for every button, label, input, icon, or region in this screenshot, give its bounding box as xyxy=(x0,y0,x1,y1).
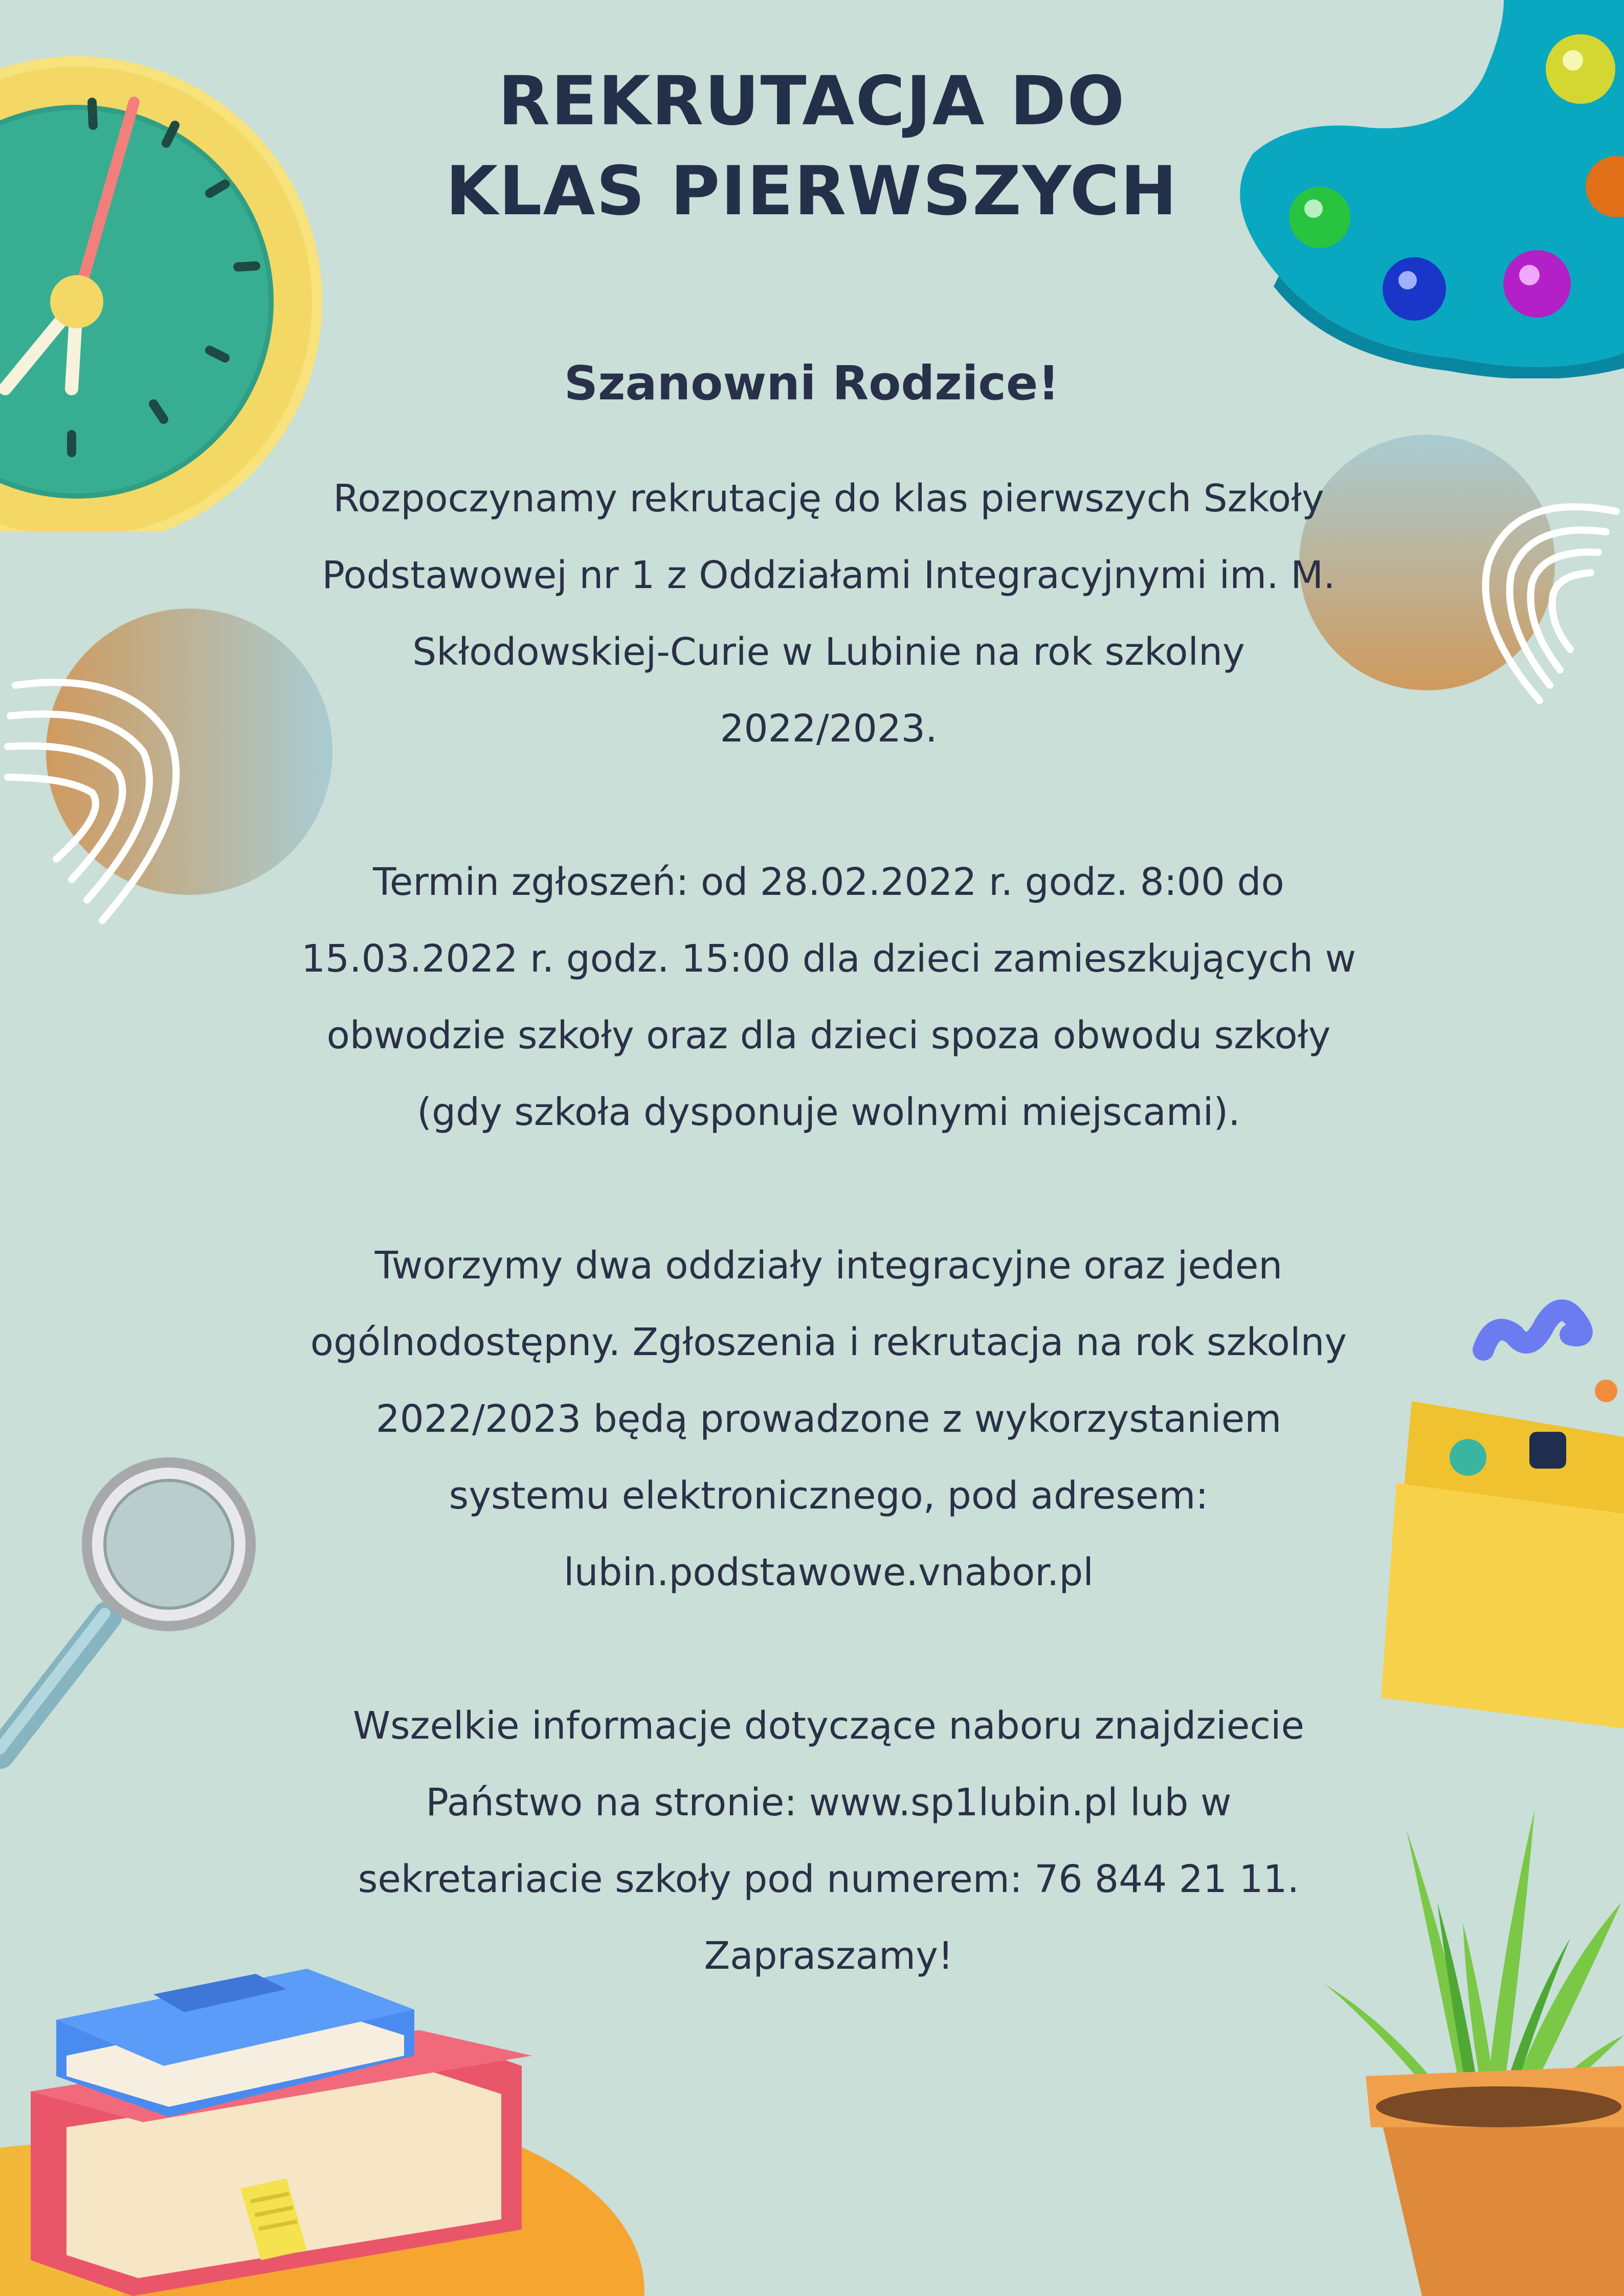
title-line-1: REKRUTACJA DO xyxy=(498,62,1126,141)
text-line: Podstawowej nr 1 z Oddziałami Integracyjnymi im. M. xyxy=(322,553,1336,597)
page-title xyxy=(300,56,1323,236)
paragraph-deadline xyxy=(256,844,1401,1151)
recruitment-url: lubin.podstawowe.vnabor.pl xyxy=(564,1550,1094,1594)
paragraph-contact xyxy=(256,1687,1401,1994)
text-line: Tworzymy dwa oddziały integracyjne oraz jeden xyxy=(374,1244,1283,1288)
paragraph-classes xyxy=(256,1227,1401,1611)
text-line: ogólnodostępny. Zgłoszenia i rekrutacja na rok szkolny xyxy=(310,1320,1347,1364)
text-line: Termin zgłoszeń: od 28.02.2022 r. godz. 8:00 do xyxy=(373,860,1284,904)
folder-icon xyxy=(1366,1289,1624,1734)
text-line: Państwo na stronie: www.sp1lubin.pl lub w xyxy=(426,1781,1232,1825)
text-line: obwodzie szkoły oraz dla dzieci spoza obwodu szkoły xyxy=(326,1014,1331,1057)
text-line: 2022/2023 będą prowadzone z wykorzystaniem xyxy=(375,1397,1282,1441)
text-line: (gdy szkoła dysponuje wolnymi miejscami). xyxy=(417,1090,1240,1134)
announcement-body xyxy=(256,460,1401,2071)
magnifier-icon xyxy=(0,1447,261,1774)
text-line: 15.03.2022 r. godz. 15:00 dla dzieci zamieszkujących w xyxy=(301,937,1356,981)
closing-text: Zapraszamy! xyxy=(704,1934,953,1978)
text-line: sekretariacie szkoły pod numerem: 76 844 21 11. xyxy=(358,1857,1300,1901)
clock-icon xyxy=(0,31,338,532)
paragraph-intro xyxy=(256,460,1401,767)
text-line: Skłodowskiej-Curie w Lubinie na rok szkolny xyxy=(412,630,1245,674)
text-line: Wszelkie informacje dotyczące naboru znajdziecie xyxy=(352,1704,1305,1748)
greeting: Szanowni Rodzice! xyxy=(564,356,1060,411)
title-line-2: KLAS PIERWSZYCH xyxy=(446,152,1178,231)
text-line: 2022/2023. xyxy=(720,707,938,751)
text-line: systemu elektronicznego, pod adresem: xyxy=(449,1474,1209,1518)
text-line: Rozpoczynamy rekrutację do klas pierwszych Szkoły xyxy=(333,477,1324,521)
